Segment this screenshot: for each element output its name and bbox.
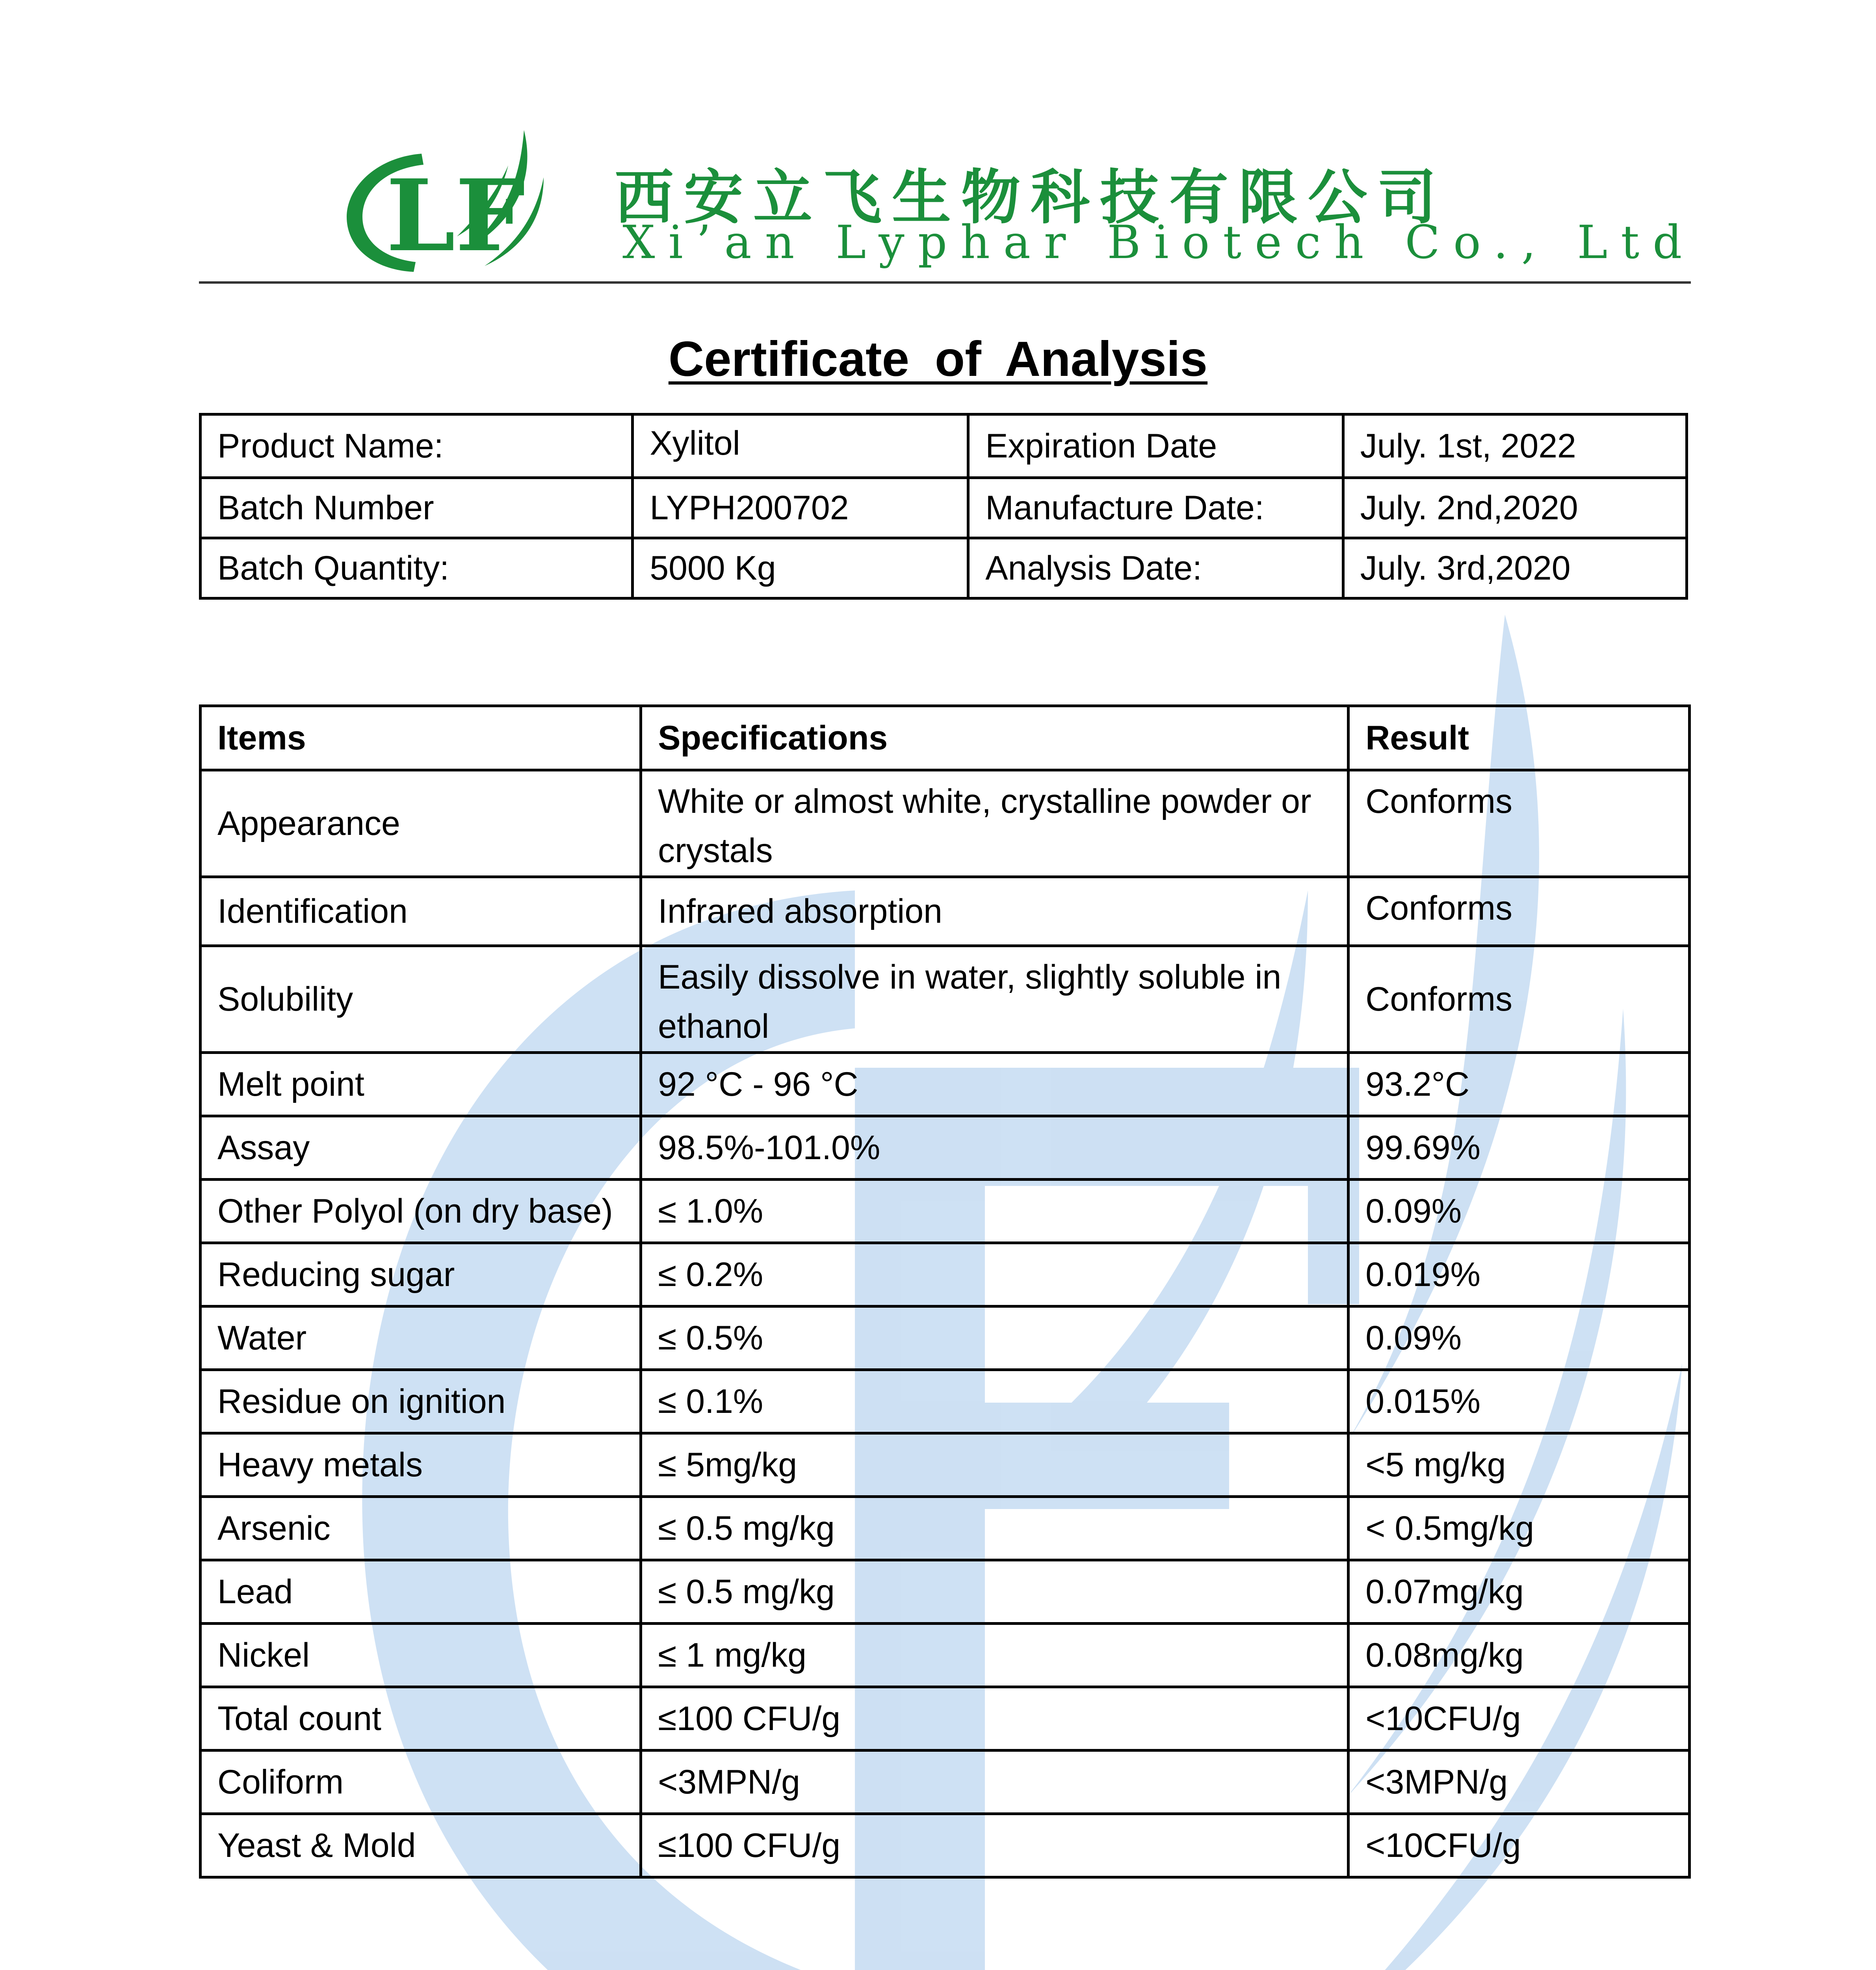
header-items: Items	[201, 706, 641, 770]
info-value: Xylitol	[633, 414, 968, 478]
row-spec: ≤ 5mg/kg	[641, 1433, 1348, 1497]
row-spec: ≤ 0.5%	[641, 1307, 1348, 1370]
table-row	[201, 1180, 1690, 1243]
table-row	[201, 1687, 1690, 1751]
row-spec: 98.5%-101.0%	[641, 1116, 1348, 1180]
row-item: Water	[201, 1307, 641, 1370]
info-label: Analysis Date:	[968, 538, 1343, 598]
row-item: Coliform	[201, 1751, 641, 1814]
logo-letters: LF	[386, 158, 526, 273]
table-row	[201, 770, 1690, 877]
row-item: Reducing sugar	[201, 1243, 641, 1307]
row-spec: ≤ 0.2%	[641, 1243, 1348, 1307]
header-divider	[199, 281, 1691, 284]
row-spec: Infrared absorption	[641, 877, 1348, 946]
row-spec: ≤ 0.1%	[641, 1370, 1348, 1433]
row-result: Conforms	[1348, 877, 1690, 946]
row-result: 0.07mg/kg	[1348, 1560, 1690, 1624]
row-result: <10CFU/g	[1348, 1814, 1690, 1877]
row-spec-line: White or almost white, crystalline powder or	[658, 782, 1311, 820]
table-row	[201, 1814, 1690, 1877]
info-row	[201, 538, 1687, 598]
info-value: July. 3rd,2020	[1343, 538, 1687, 598]
info-label: Expiration Date	[968, 414, 1343, 478]
specifications-table	[199, 704, 1691, 1879]
company-logo-icon	[339, 130, 559, 276]
row-spec: ≤ 0.5 mg/kg	[641, 1560, 1348, 1624]
row-spec	[641, 946, 1348, 1053]
document-title-wrap	[0, 331, 1876, 387]
row-spec: ≤ 1 mg/kg	[641, 1624, 1348, 1687]
row-item: Heavy metals	[201, 1433, 641, 1497]
table-row	[201, 1560, 1690, 1624]
row-result: 93.2°C	[1348, 1053, 1690, 1116]
info-label: Product Name:	[201, 414, 633, 478]
row-item: Yeast & Mold	[201, 1814, 641, 1877]
row-result: <10CFU/g	[1348, 1687, 1690, 1751]
header-specifications: Specifications	[641, 706, 1348, 770]
table-row	[201, 877, 1690, 946]
info-row	[201, 414, 1687, 478]
info-value: 5000 Kg	[633, 538, 968, 598]
row-result: 0.015%	[1348, 1370, 1690, 1433]
row-result: Conforms	[1348, 946, 1690, 1053]
row-spec: 92 °C - 96 °C	[641, 1053, 1348, 1116]
row-item: Nickel	[201, 1624, 641, 1687]
company-name-cn: 西安立飞生物科技有限公司	[615, 164, 1447, 232]
row-item: Appearance	[201, 770, 641, 877]
row-result: 0.09%	[1348, 1307, 1690, 1370]
row-spec-line: ethanol	[658, 1007, 769, 1045]
table-row	[201, 1307, 1690, 1370]
row-spec-line: crystals	[658, 831, 773, 870]
table-row	[201, 1433, 1690, 1497]
product-info-table	[199, 413, 1688, 600]
table-row	[201, 1053, 1690, 1116]
row-result: 0.08mg/kg	[1348, 1624, 1690, 1687]
company-name-en: Xi’an Lyphar Biotech Co., Ltd	[622, 216, 1696, 269]
table-row	[201, 1370, 1690, 1433]
row-item: Solubility	[201, 946, 641, 1053]
row-spec	[641, 770, 1348, 877]
row-result: <5 mg/kg	[1348, 1433, 1690, 1497]
row-spec: <3MPN/g	[641, 1751, 1348, 1814]
row-result: Conforms	[1348, 770, 1690, 877]
row-spec: ≤100 CFU/g	[641, 1687, 1348, 1751]
table-row	[201, 946, 1690, 1053]
row-item: Arsenic	[201, 1497, 641, 1560]
row-spec: ≤ 0.5 mg/kg	[641, 1497, 1348, 1560]
info-value: July. 2nd,2020	[1343, 478, 1687, 538]
row-result: 0.019%	[1348, 1243, 1690, 1307]
table-row	[201, 1624, 1690, 1687]
row-result: < 0.5mg/kg	[1348, 1497, 1690, 1560]
row-result: 99.69%	[1348, 1116, 1690, 1180]
header-result: Result	[1348, 706, 1690, 770]
row-item: Residue on ignition	[201, 1370, 641, 1433]
row-item: Lead	[201, 1560, 641, 1624]
table-row	[201, 1116, 1690, 1180]
info-row	[201, 478, 1687, 538]
info-value: July. 1st, 2022	[1343, 414, 1687, 478]
row-spec-line: Easily dissolve in water, slightly soluble in	[658, 958, 1282, 996]
row-item: Identification	[201, 877, 641, 946]
row-item: Other Polyol (on dry base)	[201, 1180, 641, 1243]
info-label: Manufacture Date:	[968, 478, 1343, 538]
table-row	[201, 1243, 1690, 1307]
row-spec: ≤ 1.0%	[641, 1180, 1348, 1243]
row-item: Total count	[201, 1687, 641, 1751]
row-spec: ≤100 CFU/g	[641, 1814, 1348, 1877]
row-item: Assay	[201, 1116, 641, 1180]
row-item: Melt point	[201, 1053, 641, 1116]
table-header-row	[201, 706, 1690, 770]
table-row	[201, 1497, 1690, 1560]
table-row	[201, 1751, 1690, 1814]
document-title: Certificate of Analysis	[668, 332, 1208, 387]
row-result: <3MPN/g	[1348, 1751, 1690, 1814]
info-label: Batch Quantity:	[201, 538, 633, 598]
info-label: Batch Number	[201, 478, 633, 538]
row-result: 0.09%	[1348, 1180, 1690, 1243]
info-value: LYPH200702	[633, 478, 968, 538]
